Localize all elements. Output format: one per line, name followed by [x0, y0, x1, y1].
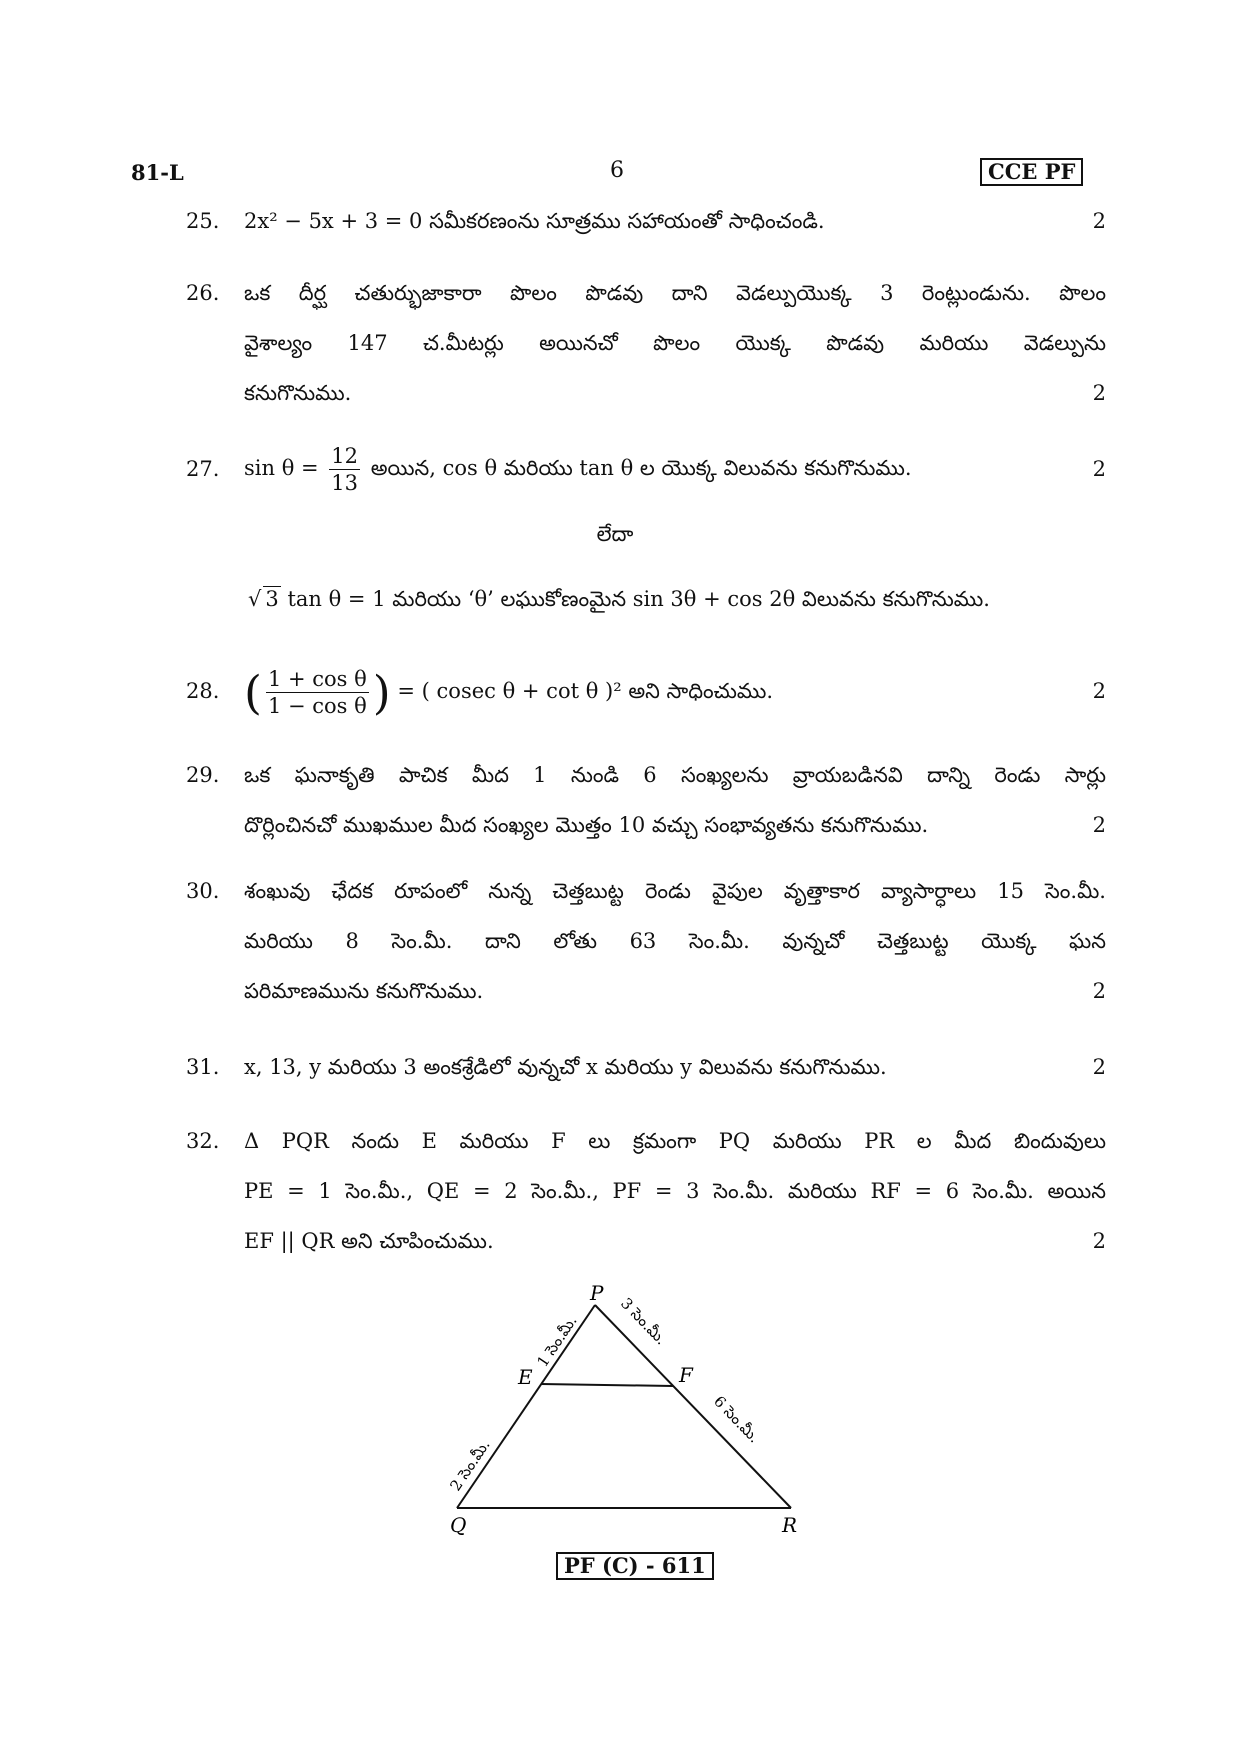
point-f-label: F	[679, 1363, 693, 1387]
page-number: 6	[610, 158, 624, 183]
vertex-p-label: P	[590, 1281, 604, 1305]
question-32	[186, 1116, 1106, 1266]
question-text: అని సాధించుము.	[628, 679, 774, 703]
side-pq	[457, 1305, 595, 1508]
point-e-label: E	[518, 1365, 533, 1389]
question-text: అయిన, cos θ మరియు tan θ ల యొక్క విలువను కనుగొనుము.	[370, 456, 912, 480]
fraction-denominator: 1 − cos θ	[267, 694, 367, 718]
right-paren: )	[372, 665, 391, 720]
vertex-r-label: R	[782, 1513, 798, 1537]
question-25	[186, 196, 1106, 246]
pf-measure: 3 సెం.మీ.	[617, 1294, 671, 1349]
question-31	[186, 1042, 1106, 1092]
vertex-q-label: Q	[450, 1513, 467, 1537]
question-number: 25.	[186, 209, 220, 233]
footer-code: PF (C) - 611	[556, 1552, 714, 1580]
question-text-line-2: దొర్లించినచో ముఖముల మీద సంఖ్యల మొత్తం 10 వచ్చు సంభావ్యతను కనుగొనుము.	[244, 813, 929, 837]
question-26	[186, 268, 1106, 418]
fraction	[329, 443, 360, 496]
question-text: సమీకరణంను సూత్రము సహాయంతో సాధించండి.	[429, 209, 825, 233]
fraction-numerator: 12	[331, 444, 359, 468]
question-text-line-2: వైశాల్యం 147 చ.మీటర్లు అయినచో పొలం యొక్క పొడవు మరియు వెడల్పును	[244, 331, 1106, 355]
marks: 2	[1092, 209, 1106, 233]
sin-expression: sin θ =	[244, 456, 319, 480]
marks: 2	[1092, 457, 1106, 481]
header-badge: CCE PF	[980, 158, 1083, 186]
rf-measure: 6 సెం.మీ.	[710, 1392, 764, 1447]
question-number: 30.	[186, 879, 220, 903]
question-number: 26.	[186, 281, 220, 305]
question-text-line-1: ఒక ఘనాకృతి పాచిక మీద 1 నుండి 6 సంఖ్యలను వ్రాయబడినవి దాన్ని రెండు సార్లు	[244, 763, 1106, 787]
marks: 2	[1092, 813, 1106, 837]
question-text-line-1: Δ PQR నందు E మరియు F లు క్రమంగా PQ మరియు PR ల మీద బిందువులు	[244, 1129, 1106, 1153]
question-text: x, 13, y మరియు 3 అంకశ్రేడిలో వున్నచో x మరియు y విలువను కనుగొనుము.	[244, 1055, 887, 1079]
triangle-figure	[430, 1280, 810, 1540]
sqrt-symbol: √	[248, 587, 262, 611]
pe-measure: 1 సెం.మీ.	[533, 1312, 581, 1371]
equation: 2x² − 5x + 3 = 0	[244, 209, 423, 233]
segment-ef	[541, 1384, 673, 1386]
question-text-line-2: PE = 1 సెం.మీ., QE = 2 సెం.మీ., PF = 3 సెం.మీ. మరియు RF = 6 సెం.మీ. అయిన	[244, 1179, 1106, 1203]
paper-code: 81-L	[131, 160, 184, 185]
fraction-numerator: 1 + cos θ	[267, 667, 367, 691]
question-number: 32.	[186, 1129, 220, 1153]
question-text-line-3: EF || QR అని చూపించుము.	[244, 1229, 494, 1253]
trig-fraction	[266, 666, 369, 719]
question-28	[186, 656, 1106, 726]
left-paren: (	[244, 665, 262, 720]
or-separator: లేదా	[596, 522, 634, 546]
fraction-denominator: 13	[331, 471, 359, 495]
marks: 2	[1092, 679, 1106, 703]
question-text-line-1: ఒక దీర్ఘ చతుర్భుజాకారా పొలం పొడవు దాని వెడల్పుయొక్క 3 రెంట్లుండును. పొలం	[244, 281, 1106, 305]
qe-measure: 2 సెం.మీ.	[446, 1436, 494, 1495]
sqrt-radicand: 3	[265, 587, 279, 611]
question-text-line-1: శంఖువు ఛేదక రూపంలో నున్న చెత్తబుట్ట రెండు వైపుల వృత్తాకార వ్యాసార్ధాలు 15 సెం.మీ.	[244, 879, 1106, 903]
question-text-line-3: కనుగొనుము.	[244, 381, 352, 405]
question-29	[186, 750, 1106, 850]
rhs-expression: = ( cosec θ + cot θ )²	[397, 679, 622, 703]
question-number: 27.	[186, 457, 220, 481]
alternative-text: tan θ = 1 మరియు ‘θ’ లఘుకోణంమైన sin 3θ + cos 2θ విలువను కనుగొనుము.	[287, 587, 990, 611]
marks: 2	[1092, 1229, 1106, 1253]
question-number: 31.	[186, 1055, 220, 1079]
marks: 2	[1092, 1055, 1106, 1079]
question-30	[186, 866, 1106, 1016]
question-text-line-2: మరియు 8 సెం.మీ. దాని లోతు 63 సెం.మీ. వున్నచో చెత్తబుట్ట యొక్క ఘన	[244, 929, 1106, 953]
question-number: 29.	[186, 763, 220, 787]
marks: 2	[1092, 979, 1106, 1003]
marks: 2	[1092, 381, 1106, 405]
question-number: 28.	[186, 679, 220, 703]
question-27	[186, 438, 1106, 498]
question-text-line-3: పరిమాణమును కనుగొనుము.	[244, 979, 484, 1003]
question-27-alternative	[248, 586, 990, 617]
side-pr	[595, 1305, 791, 1508]
